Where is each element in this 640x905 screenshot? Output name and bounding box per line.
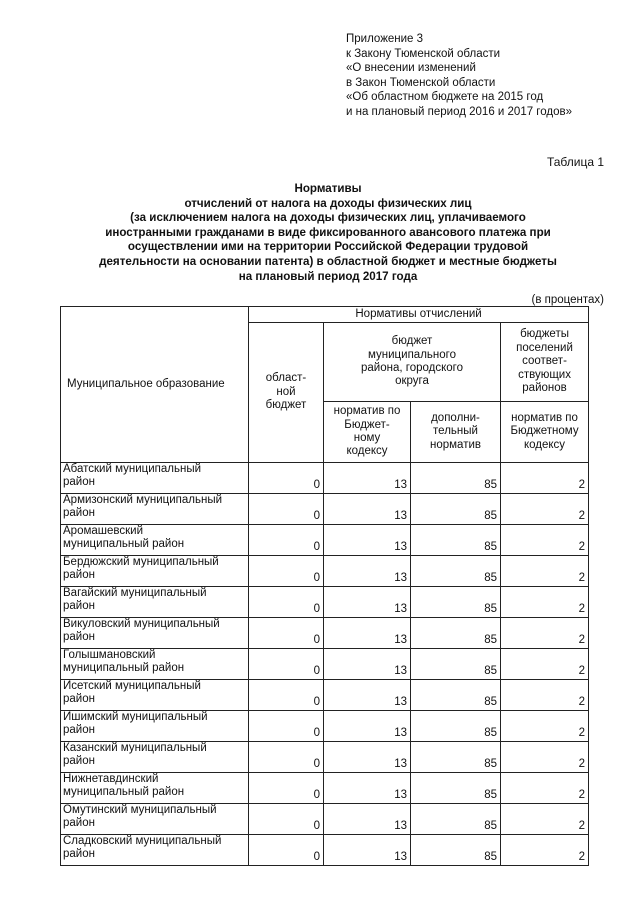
header-municipality: Муниципальное образование <box>61 307 249 463</box>
municipality-name <box>61 494 249 525</box>
municipality-name-text: Вагайский муниципальный район <box>63 587 207 613</box>
district-code-value: 13 <box>324 463 411 494</box>
municipality-name-text: Армизонский муниципальный район <box>63 494 223 520</box>
district-additional-value: 85 <box>411 587 501 618</box>
municipality-name-text: Голышмановский муниципальный район <box>63 649 185 675</box>
regional-budget-value: 0 <box>249 711 324 742</box>
regional-budget-value: 0 <box>249 649 324 680</box>
norms-table <box>60 306 589 866</box>
municipality-name <box>61 525 249 556</box>
title-line: осуществлении ими на территории Российской Федерации трудовой <box>127 240 529 254</box>
municipality-name <box>61 804 249 835</box>
district-additional-value: 85 <box>411 742 501 773</box>
appendix-line: «О внесении изменений <box>346 62 476 75</box>
settlements-code-value: 2 <box>501 494 589 525</box>
header-additional-norm <box>411 402 501 463</box>
regional-budget-value: 0 <box>249 680 324 711</box>
municipality-name-text: Омутинский муниципальный район <box>63 804 217 830</box>
municipality-name <box>61 463 249 494</box>
table-row <box>61 680 589 711</box>
settlements-code-value: 2 <box>501 525 589 556</box>
district-additional-value: 85 <box>411 494 501 525</box>
district-code-value: 13 <box>324 649 411 680</box>
municipality-name <box>61 587 249 618</box>
appendix-line: «Об областном бюджете на 2015 год <box>346 91 544 104</box>
municipality-name-text: Исетский муниципальный район <box>63 680 201 706</box>
district-additional-value: 85 <box>411 525 501 556</box>
header-district-budget-text: бюджет муниципального района, городского округа <box>361 335 463 388</box>
title-line: отчислений от налога на доходы физических лиц <box>184 196 472 210</box>
settlements-code-value: 2 <box>501 835 589 866</box>
district-code-value: 13 <box>324 835 411 866</box>
municipality-name-text: Аромашевский муниципальный район <box>63 525 185 551</box>
regional-budget-value: 0 <box>249 494 324 525</box>
settlements-code-value: 2 <box>501 773 589 804</box>
table-row <box>61 618 589 649</box>
unit-note: (в процентах) <box>531 294 604 306</box>
municipality-name <box>61 742 249 773</box>
municipality-name-text: Бердюжский муниципальный район <box>63 556 219 582</box>
district-code-value: 13 <box>324 587 411 618</box>
title-line: деятельности на основании патента) в областной бюджет и местные бюджеты <box>99 254 557 268</box>
district-code-value: 13 <box>324 742 411 773</box>
regional-budget-value: 0 <box>249 525 324 556</box>
table-row <box>61 463 589 494</box>
district-code-value: 13 <box>324 773 411 804</box>
document-title <box>56 182 600 284</box>
settlements-code-value: 2 <box>501 463 589 494</box>
header-norm-budget-code <box>324 402 411 463</box>
header-norms-group: Нормативы отчислений <box>249 307 589 323</box>
title-line: на плановый период 2017 года <box>238 269 418 283</box>
district-code-value: 13 <box>324 618 411 649</box>
municipality-name <box>61 649 249 680</box>
regional-budget-value: 0 <box>249 587 324 618</box>
header-regional-budget-text: област- ной бюджет <box>265 372 307 412</box>
municipality-name <box>61 835 249 866</box>
settlements-code-value: 2 <box>501 556 589 587</box>
table-row <box>61 649 589 680</box>
settlements-code-value: 2 <box>501 804 589 835</box>
header-district-budget <box>324 323 501 402</box>
table-row <box>61 556 589 587</box>
settlements-code-value: 2 <box>501 587 589 618</box>
municipality-name <box>61 680 249 711</box>
municipality-name-text: Нижнетавдинский муниципальный район <box>63 773 185 799</box>
appendix-line: в Закон Тюменской области <box>346 76 496 89</box>
header-settlement-budgets-text: бюджеты поселений соответ- ствующих районов <box>516 328 573 395</box>
regional-budget-value: 0 <box>249 835 324 866</box>
municipality-name <box>61 711 249 742</box>
header-norm-budget-code-text: норматив по Бюджет- ному кодексу <box>333 405 401 458</box>
appendix-line: и на плановый период 2016 и 2017 годов» <box>346 105 572 118</box>
municipality-name-text: Казанский муниципальный район <box>63 742 207 768</box>
district-code-value: 13 <box>324 711 411 742</box>
settlements-code-value: 2 <box>501 649 589 680</box>
regional-budget-value: 0 <box>249 804 324 835</box>
district-additional-value: 85 <box>411 556 501 587</box>
district-additional-value: 85 <box>411 463 501 494</box>
table-row <box>61 587 589 618</box>
municipality-name-text: Сладковский муниципальный район <box>63 835 222 861</box>
table-row <box>61 525 589 556</box>
district-additional-value: 85 <box>411 618 501 649</box>
settlements-code-value: 2 <box>501 618 589 649</box>
table-row <box>61 773 589 804</box>
district-code-value: 13 <box>324 680 411 711</box>
district-code-value: 13 <box>324 556 411 587</box>
regional-budget-value: 0 <box>249 742 324 773</box>
regional-budget-value: 0 <box>249 773 324 804</box>
header-norm-budget-code-settlements-text: норматив по Бюджетному кодексу <box>510 411 579 451</box>
table-row <box>61 804 589 835</box>
municipality-name-text: Викуловский муниципальный район <box>63 618 220 644</box>
table-row <box>61 494 589 525</box>
district-additional-value: 85 <box>411 711 501 742</box>
header-settlement-budgets <box>501 323 589 402</box>
municipality-name <box>61 618 249 649</box>
appendix-line: Приложение 3 <box>346 33 424 45</box>
district-code-value: 13 <box>324 494 411 525</box>
header-norm-budget-code-settlements <box>501 402 589 463</box>
table-label: Таблица 1 <box>546 155 604 169</box>
header-additional-norm-text: дополни- тельный норматив <box>430 411 481 451</box>
municipality-name <box>61 773 249 804</box>
table-row <box>61 835 589 866</box>
regional-budget-value: 0 <box>249 556 324 587</box>
district-additional-value: 85 <box>411 804 501 835</box>
regional-budget-value: 0 <box>249 463 324 494</box>
appendix-line: к Закону Тюменской области <box>346 47 501 60</box>
regional-budget-value: 0 <box>249 618 324 649</box>
settlements-code-value: 2 <box>501 680 589 711</box>
title-line: иностранными гражданами в виде фиксированного авансового платежа при <box>105 225 551 239</box>
appendix-reference <box>346 32 572 120</box>
district-code-value: 13 <box>324 525 411 556</box>
district-additional-value: 85 <box>411 773 501 804</box>
table-row <box>61 742 589 773</box>
municipality-name-text: Ишимский муниципальный район <box>63 711 208 737</box>
settlements-code-value: 2 <box>501 742 589 773</box>
district-additional-value: 85 <box>411 835 501 866</box>
title-line: (за исключением налога на доходы физических лиц, уплачиваемого <box>130 211 526 225</box>
header-regional-budget <box>249 323 324 463</box>
municipality-name-text: Абатский муниципальный район <box>63 463 202 489</box>
district-additional-value: 85 <box>411 680 501 711</box>
municipality-name <box>61 556 249 587</box>
settlements-code-value: 2 <box>501 711 589 742</box>
title-line: Нормативы <box>294 182 362 195</box>
table-row <box>61 711 589 742</box>
district-code-value: 13 <box>324 804 411 835</box>
district-additional-value: 85 <box>411 649 501 680</box>
